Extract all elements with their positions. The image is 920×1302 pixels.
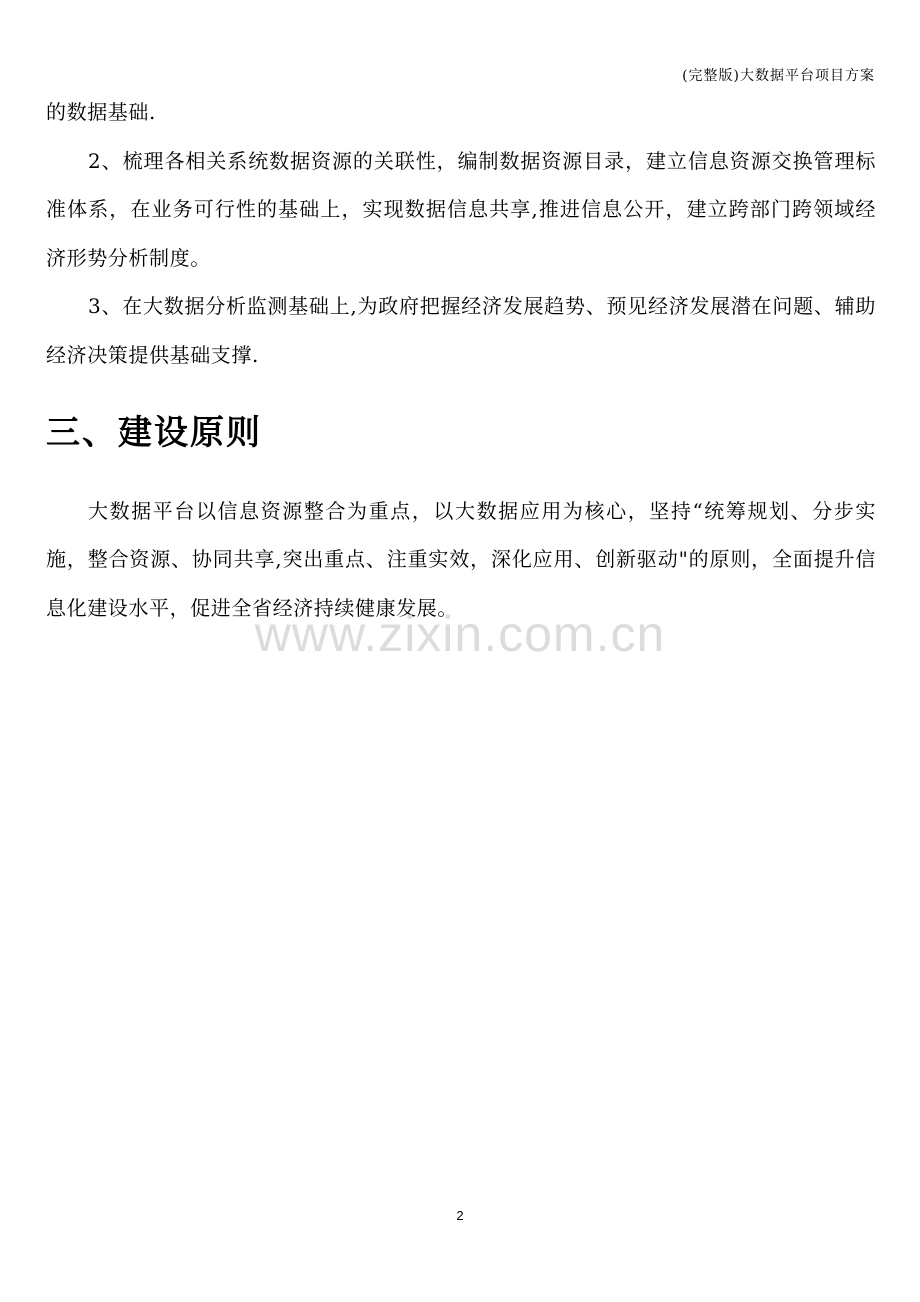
document-body <box>46 88 876 632</box>
paragraph-continuation: 的数据基础. <box>46 100 156 124</box>
watermark-text: www.zixin.com.cn <box>254 606 666 662</box>
paragraph-item-2: 2、梳理各相关系统数据资源的关联性，编制数据资源目录，建立信息资源交换管理标准体系，在业务可行性的基础上，实现数据信息共享,推进信息公开，建立跨部门跨领域经济形势分析制度。 <box>46 148 876 270</box>
paragraph-item-3: 3、在大数据分析监测基础上,为政府把握经济发展趋势、预见经济发展潜在问题、辅助经济决策提供基础支撑. <box>46 294 876 367</box>
section-paragraph: 大数据平台以信息资源整合为重点，以大数据应用为核心，坚持“统筹规划、分步实施，整合资源、协同共享,突出重点、注重实效，深化应用、创新驱动"的原则，全面提升信息化建设水平，促进全省经济持续健康发展。 <box>46 498 876 620</box>
section-heading: 三、建设原则 <box>46 412 262 453</box>
document-header-title: (完整版)大数据平台项目方案 <box>682 68 875 84</box>
page-number: 2 <box>456 1208 464 1223</box>
